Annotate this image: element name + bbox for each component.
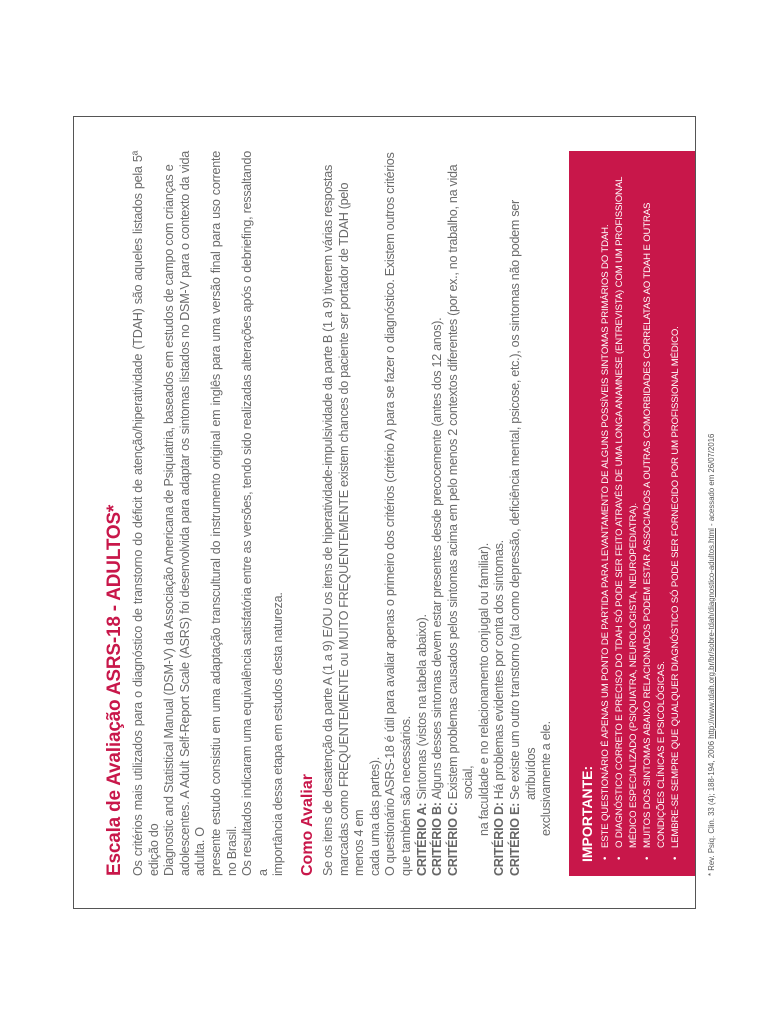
important-item-text: LEMBRE-SE SEMPRE QUE QUALQUER DIAGNÓSTICO SÓ PODE SER FORNECIDO POR UM PROFISSIONAL MÉDICO. [669, 326, 681, 848]
intro-line: adolescentes. A Adult Self-Report Scale (ASRS) foi desenvolvida para adaptar os sintomas listados no DSM-V para o contexto da vida adulta. O [177, 151, 208, 876]
criterion-text: exclusivamente a ele. [539, 721, 554, 836]
important-item [641, 165, 669, 860]
footnote [707, 151, 716, 876]
intro-line: Os critérios mais utilizados para o diagnóstico de transtorno do déficit de atenção/hiperatividade (TDAH) são aqueles listados pela 5ª edição do [131, 151, 161, 876]
body-line: Se os itens de desatenção da parte A (1 a 9) E/OU os itens de hiperatividade-impulsividade da parte B (1 a 9) tiverem várias respostas [320, 165, 335, 876]
bullet-icon: • [599, 856, 611, 860]
como-avaliar-body [321, 151, 555, 876]
body-line: marcadas como FREQUENTEMENTE ou MUITO FREQUENTEMENTE existem chances do paciente ser portador de TDAH (pelo menos 4 em [336, 182, 367, 876]
body-line: que também são necessários. [398, 716, 413, 876]
criterion-label: CRITÉRIO B: [430, 802, 445, 876]
important-list [599, 165, 683, 862]
bullet-icon: • [641, 856, 653, 860]
important-item-text: O DIAGNÓSTICO CORRETO E PRECISO DO TDAH SÓ PODE SER FEITO ATRAVÉS DE UMA LONGA ANAMNESE (ENTREVISTA) COM UM PROFISSIONAL MÉDICO ESPECIALIZADO (PSIQUIATRA, NEUROLOGISTA, NEUROPEDIATRA). [613, 177, 639, 848]
important-item [599, 165, 613, 860]
footnote-reference: * Rev. Psiq. Clin. 33 (4); 188-194, 2006 [706, 740, 716, 876]
criterion-a [415, 151, 431, 876]
body-line: O questionário ASRS-18 é útil para avaliar apenas o primeiro dos critérios (critério A) para se fazer o diagnóstico. Existem outros critérios [383, 152, 398, 876]
bullet-icon: • [669, 856, 681, 860]
criterion-text: Se existe um outro transtorno (tal como depressão, deficiência mental, psicose, etc.), os sintomas não podem ser atribuídos [508, 200, 538, 801]
document-title: Escala de Avaliação ASRS-18 - ADULTOS* [104, 504, 125, 876]
criterion-b [430, 151, 446, 876]
criterion-label: CRITÉRIO E: [508, 803, 523, 876]
important-item-text: ESTE QUESTIONÁRIO É APENAS UM PONTO DE PARTIDA PARA LEVANTAMENTO DE ALGUNS POSSÍVEIS SINTOMAS PRIMÁRIOS DO TDAH. [599, 224, 611, 848]
rotated-page [74, 117, 716, 910]
criterion-label: CRITÉRIO C: [445, 802, 460, 876]
criterion-label: CRITÉRIO A: [414, 802, 429, 876]
criterion-c-continuation [477, 151, 493, 876]
important-item [669, 165, 683, 860]
important-box [569, 151, 695, 876]
section-title-como-avaliar: Como Avaliar [298, 774, 316, 876]
criterion-text: Sintomas (vistos na tabela abaixo). [414, 614, 429, 800]
intro-line: Diagnostic and Statistical Manual (DSM-V) da Associação Americana de Psiquiatria, baseados em estudos de campo com crianças e [162, 164, 177, 876]
important-item [613, 165, 641, 860]
footnote-accessed: - acessado em 26/07/2016 [706, 433, 716, 526]
criterion-text: Alguns desses sintomas devem estar presentes desde precocemente (antes dos 12 anos). [430, 317, 445, 800]
criterion-text: Há problemas evidentes por conta dos sintomas. [492, 540, 507, 800]
bullet-icon: • [613, 856, 625, 860]
footnote-link[interactable]: http://www.tdah.org.br/br/sobre-tdah/diagnostico-adultos.html [706, 528, 716, 739]
criterion-label: CRITÉRIO D: [492, 802, 507, 876]
criterion-text: Existem problemas causados pelos sintomas acima em pelo menos 2 contextos diferentes (por ex., no trabalho, na vida social, [445, 164, 476, 800]
document-frame [73, 116, 716, 909]
body-line: cada uma das partes). [367, 756, 382, 876]
intro-line: presente estudo consistiu em uma adaptação transcultural do instrumento original em inglês para uma versão final para uso corrente no Brasil. [208, 151, 239, 876]
important-item-text: MUITOS DOS SINTOMAS ABAIXO RELACIONADOS PODEM ESTAR ASSOCIADOS A OUTRAS COMORBIDADES CORRELATAS AO TDAH E OUTRAS CONDIÇÕES CLÍNICAS E PSICOLÓGICAS. [641, 202, 667, 848]
important-heading: IMPORTANTE: [578, 765, 595, 862]
intro-line: importância dessa etapa em estudos desta natureza. [271, 592, 286, 876]
criterion-d [492, 151, 508, 876]
criterion-c [446, 151, 477, 876]
intro-line: Os resultados indicaram uma equivalência satisfatória entre as versões, tendo sido realizadas alterações após o debriefing, ressaltando a [240, 151, 270, 876]
criterion-e-continuation [539, 151, 555, 876]
intro-paragraph [131, 151, 287, 876]
criterion-e [508, 151, 539, 876]
criterion-text: na faculdade e no relacionamento conjugal ou familiar). [476, 543, 491, 836]
